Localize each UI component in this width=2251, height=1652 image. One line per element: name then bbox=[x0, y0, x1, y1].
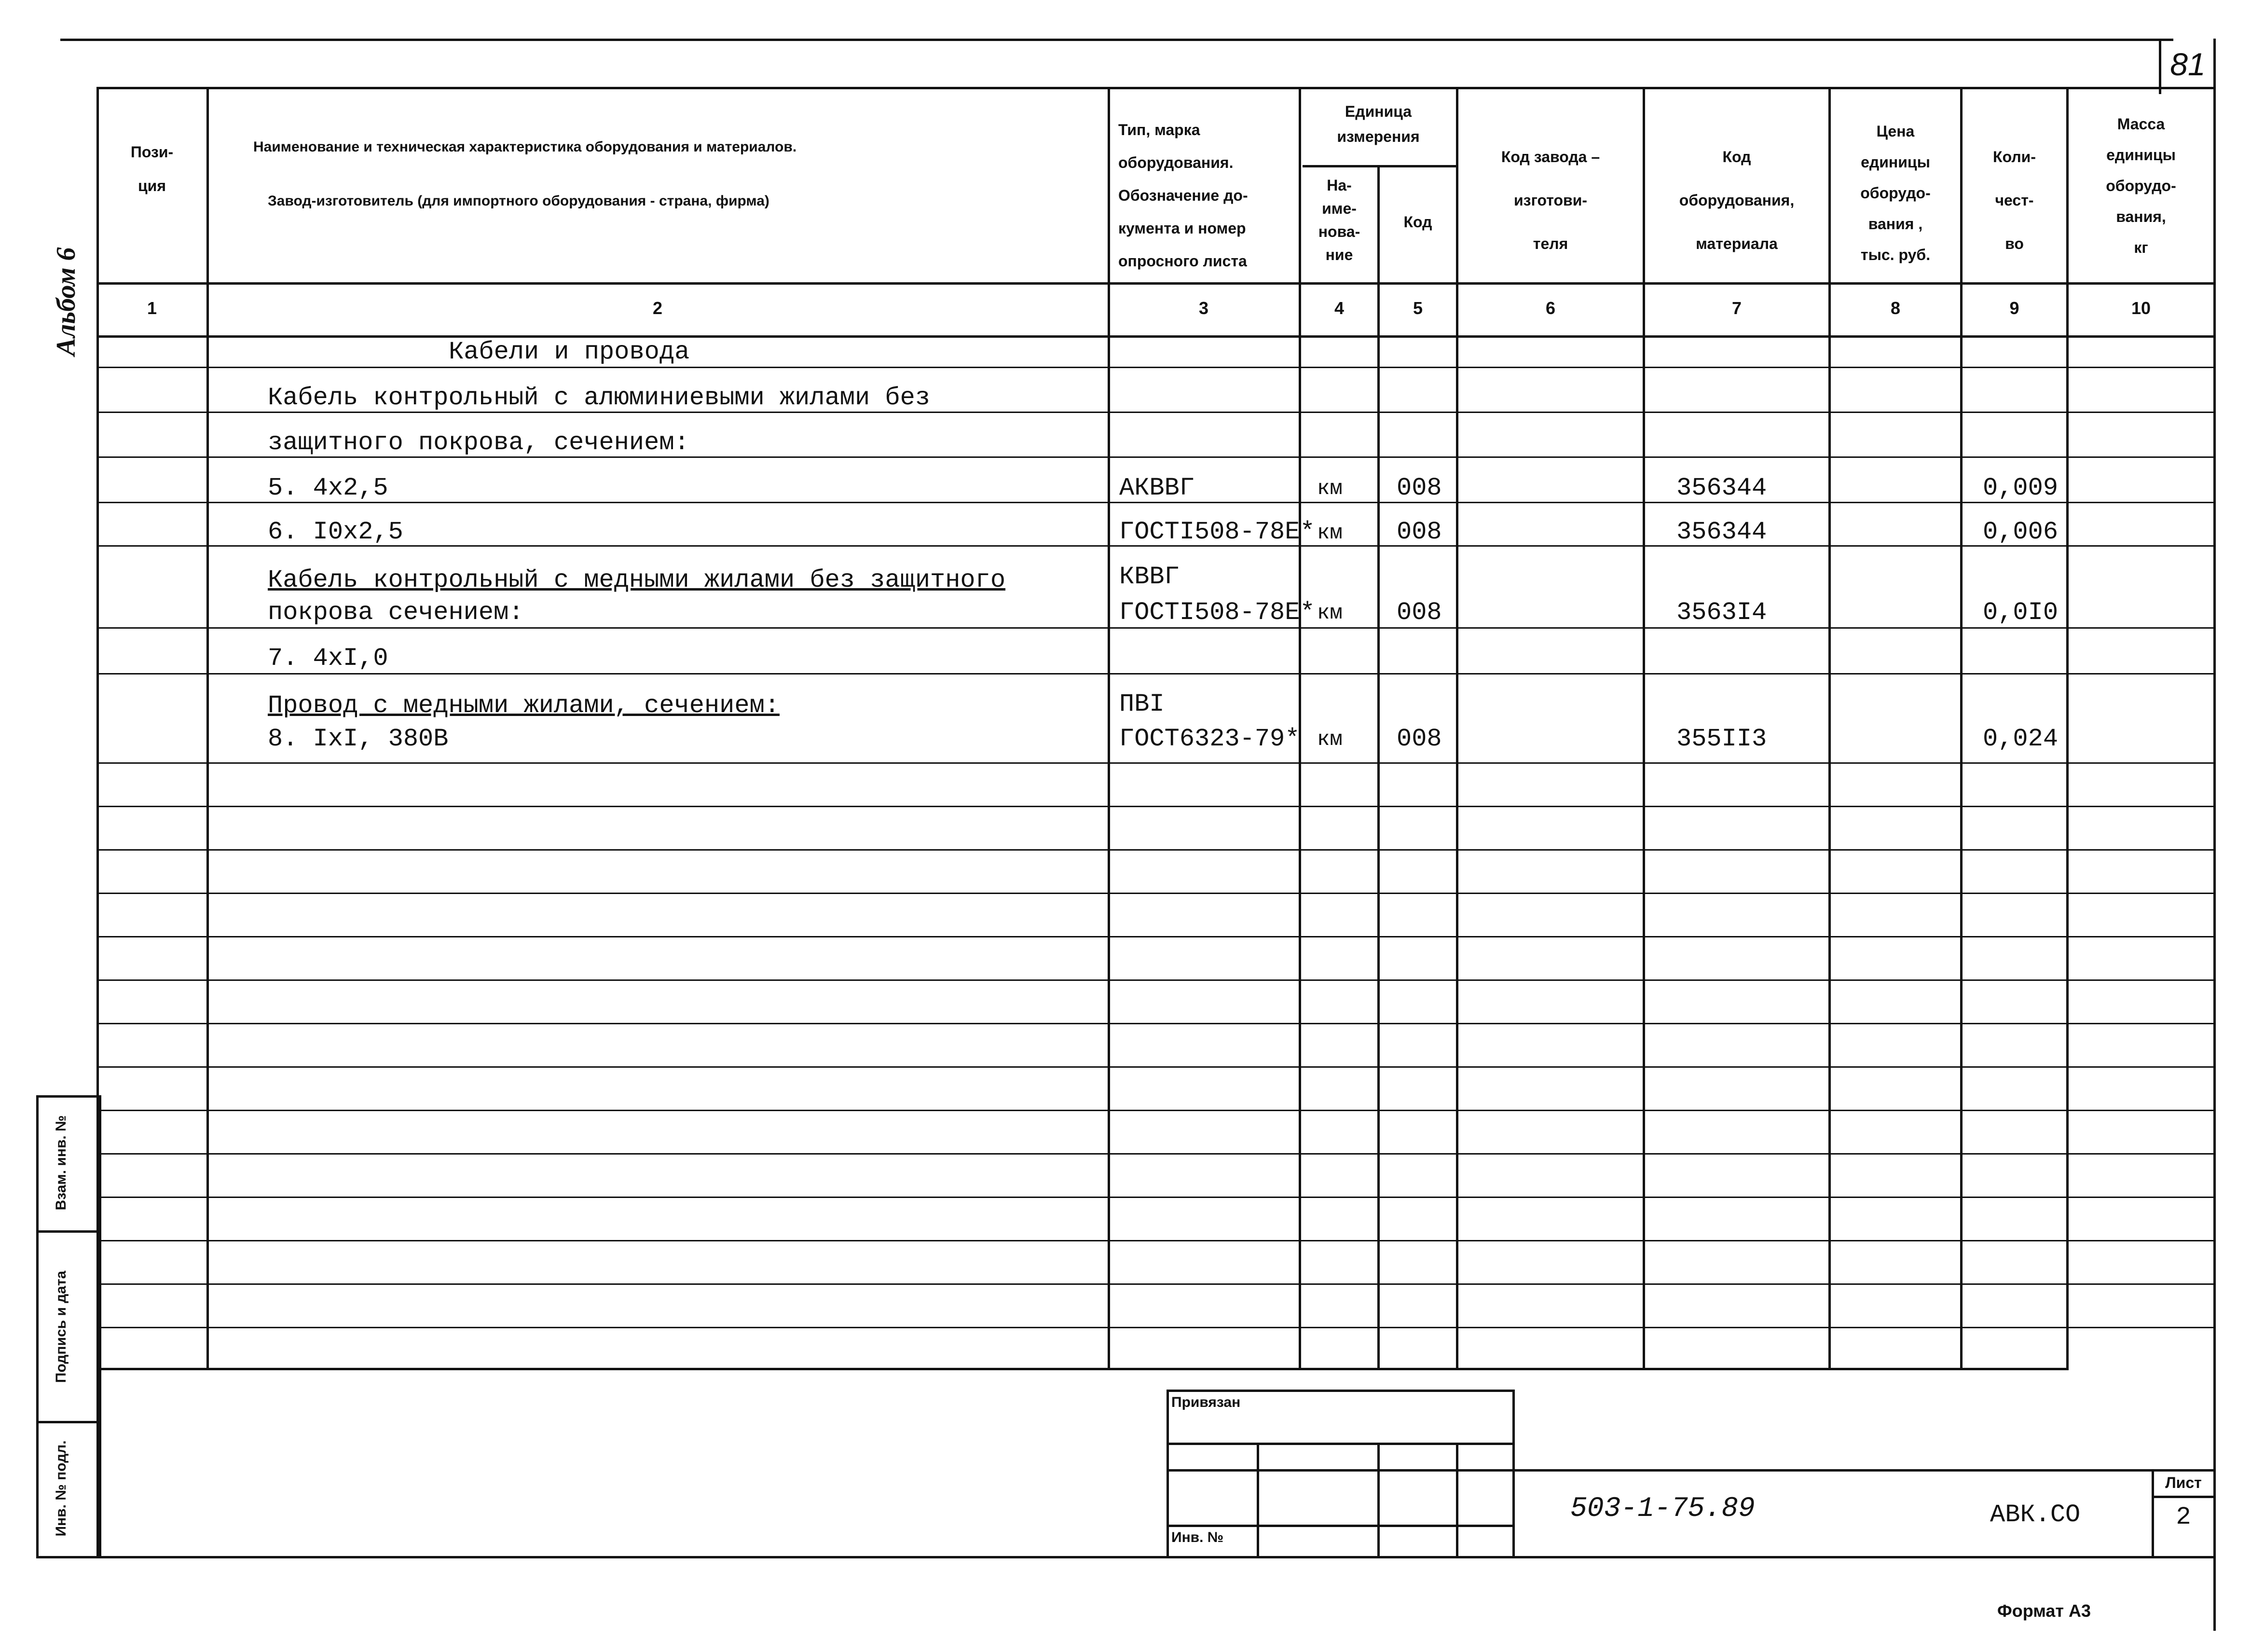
row-unit-code: 008 bbox=[1397, 725, 1442, 753]
row-unit: км bbox=[1317, 728, 1343, 752]
header-equipment-code: Код оборудования, материала bbox=[1679, 148, 1795, 252]
colnum-3: 3 bbox=[1198, 298, 1209, 318]
document-code: 503-1-75.89 bbox=[1570, 1493, 1755, 1525]
header-unit-code: Код bbox=[1403, 213, 1432, 231]
table-row-line bbox=[96, 1153, 2215, 1155]
row-name: защитного покрова, сечением: bbox=[268, 428, 689, 457]
header-mass: Масса единицы оборудо- вания, кг bbox=[2106, 115, 2176, 256]
col-5-6 bbox=[1456, 87, 1458, 1368]
table-row-line bbox=[96, 806, 2215, 807]
colnum-9: 9 bbox=[2009, 298, 2019, 318]
header-unit-name: На- име- нова- ние bbox=[1318, 177, 1360, 263]
table-top bbox=[96, 87, 2215, 89]
binding-v2 bbox=[1377, 1443, 1380, 1556]
format-label: Формат А3 bbox=[1997, 1601, 2091, 1621]
title-block-top bbox=[1512, 1469, 2214, 1472]
sheet-number-top: 81 bbox=[2170, 46, 2206, 82]
table-row-line bbox=[96, 367, 2215, 368]
document-code-suffix: АВК.СО bbox=[1990, 1501, 2081, 1529]
colnum-7: 7 bbox=[1731, 298, 1742, 318]
table-row-line bbox=[96, 849, 2215, 851]
colnum-2: 2 bbox=[652, 298, 663, 318]
row-type: ГОСТI508-78Е* bbox=[1119, 598, 1315, 627]
row-unit-code: 008 bbox=[1397, 518, 1442, 546]
colnum-bottom bbox=[96, 335, 2215, 338]
colnum-5: 5 bbox=[1413, 298, 1423, 318]
row-unit-code: 008 bbox=[1397, 598, 1442, 627]
podpis-label: Подпись и дата bbox=[53, 1270, 69, 1383]
inv-podl-label: Инв. № подл. bbox=[53, 1440, 69, 1537]
section-title: Кабели и провода bbox=[449, 338, 690, 366]
row-name: 7. 4xI,0 bbox=[268, 644, 388, 673]
row-type: ПВI bbox=[1119, 690, 1165, 718]
header-unit: Единица измерения bbox=[1337, 103, 1420, 145]
row-equip-code: 355II3 bbox=[1676, 725, 1767, 753]
binding-v1 bbox=[1257, 1443, 1259, 1556]
row-equip-code: 3563I4 bbox=[1676, 598, 1767, 627]
row-name: 5. 4x2,5 bbox=[268, 474, 388, 502]
row-unit: км bbox=[1317, 521, 1343, 545]
table-row-line bbox=[96, 1197, 2215, 1198]
row-qty: 0,006 bbox=[1983, 518, 2059, 546]
col-9-10 bbox=[2066, 87, 2069, 1368]
page-bottom-line bbox=[36, 1556, 2215, 1558]
table-row-line bbox=[96, 979, 2215, 981]
row-unit-code: 008 bbox=[1397, 474, 1442, 502]
row-name: Кабель контрольный с алюминиевыми жилами без bbox=[268, 384, 931, 412]
row-name: Кабель контрольный с медными жилами без защитного bbox=[268, 566, 1006, 594]
colnum-8: 8 bbox=[1890, 298, 1901, 318]
binding-v3 bbox=[1456, 1443, 1458, 1556]
table-row-line bbox=[96, 762, 2215, 764]
row-qty: 0,0I0 bbox=[1983, 598, 2059, 627]
row-equip-code: 356344 bbox=[1676, 518, 1767, 546]
table-row-line bbox=[96, 1327, 2215, 1328]
table-bottom bbox=[96, 1368, 2069, 1370]
row-type: ГОСТI508-78Е* bbox=[1119, 518, 1315, 546]
table-row-line bbox=[96, 673, 2215, 675]
inv-no-label: Инв. № bbox=[1171, 1529, 1224, 1545]
table-row-line bbox=[96, 1240, 2215, 1241]
colnum-6: 6 bbox=[1545, 298, 1556, 318]
binding-top bbox=[1167, 1390, 1514, 1392]
table-row-line bbox=[96, 1283, 2215, 1285]
colnum-10: 10 bbox=[2131, 298, 2151, 318]
list-number: 2 bbox=[2176, 1503, 2191, 1531]
table-row-line bbox=[96, 627, 2215, 629]
row-qty: 0,024 bbox=[1983, 725, 2059, 753]
row-unit: км bbox=[1317, 477, 1343, 501]
col-1-2 bbox=[206, 87, 209, 1368]
colnum-1: 1 bbox=[147, 298, 157, 318]
header-factory-code: Код завода – изготови- теля bbox=[1501, 148, 1600, 252]
binding-left bbox=[1167, 1390, 1169, 1556]
binding-right bbox=[1512, 1390, 1515, 1556]
album-label: Альбом 6 bbox=[51, 247, 81, 356]
table-row-line bbox=[96, 1110, 2215, 1111]
list-box-mid bbox=[2152, 1496, 2214, 1498]
header-position: Пози- ция bbox=[130, 143, 174, 194]
side-stamp-div1 bbox=[36, 1230, 100, 1233]
header-price: Цена единицы оборудо- вания , тыс. руб. bbox=[1860, 123, 1931, 263]
binding-line3 bbox=[1167, 1525, 1514, 1527]
page-number-box-left bbox=[2159, 39, 2161, 94]
table-row-line bbox=[96, 1066, 2215, 1068]
side-stamp-left bbox=[36, 1095, 39, 1557]
col-2-3 bbox=[1108, 87, 1110, 1368]
header-type: Тип, марка оборудования. Обозначение до- кумента и номер опросного листа bbox=[1118, 121, 1248, 270]
binding-line1 bbox=[1167, 1443, 1514, 1445]
row-type: АКВВГ bbox=[1119, 474, 1195, 502]
unit-subheader-line bbox=[1303, 165, 1457, 167]
row-name: покрова сечением: bbox=[268, 598, 524, 627]
col-4-5 bbox=[1377, 165, 1380, 1368]
row-equip-code: 356344 bbox=[1676, 474, 1767, 502]
row-type: ГОСТ6323-79* bbox=[1119, 725, 1300, 753]
row-unit: км bbox=[1317, 601, 1343, 625]
table-row-line bbox=[96, 936, 2215, 937]
table-row-line bbox=[96, 1023, 2215, 1024]
col-7-8 bbox=[1828, 87, 1831, 1368]
col-6-7 bbox=[1643, 87, 1645, 1368]
header-name-line2: Завод-изготовитель (для импортного оборудования - страна, фирма) bbox=[268, 193, 769, 209]
header-name-line1: Наименование и техническая характеристика оборудования и материалов. bbox=[253, 139, 797, 155]
list-label: Лист bbox=[2165, 1474, 2202, 1491]
colnum-4: 4 bbox=[1334, 298, 1345, 318]
header-quantity: Коли- чест- во bbox=[1993, 148, 2036, 252]
row-name: Провод с медными жилами, сечением: bbox=[268, 691, 780, 720]
row-qty: 0,009 bbox=[1983, 474, 2059, 502]
col-8-9 bbox=[1960, 87, 1963, 1368]
table-row-line bbox=[96, 893, 2215, 894]
row-name: 6. I0x2,5 bbox=[268, 518, 403, 546]
binding-line2 bbox=[1167, 1469, 1514, 1472]
top-border bbox=[60, 39, 2173, 41]
side-stamp-right bbox=[99, 1095, 101, 1557]
vzam-label: Взам. инв. № bbox=[53, 1115, 69, 1211]
header-bottom bbox=[96, 282, 2215, 285]
binding-label: Привязан bbox=[1171, 1394, 1241, 1410]
row-type: КВВГ bbox=[1119, 563, 1180, 591]
page-number-box-right bbox=[2213, 39, 2216, 1631]
row-name: 8. IxI, 380В bbox=[268, 725, 449, 753]
